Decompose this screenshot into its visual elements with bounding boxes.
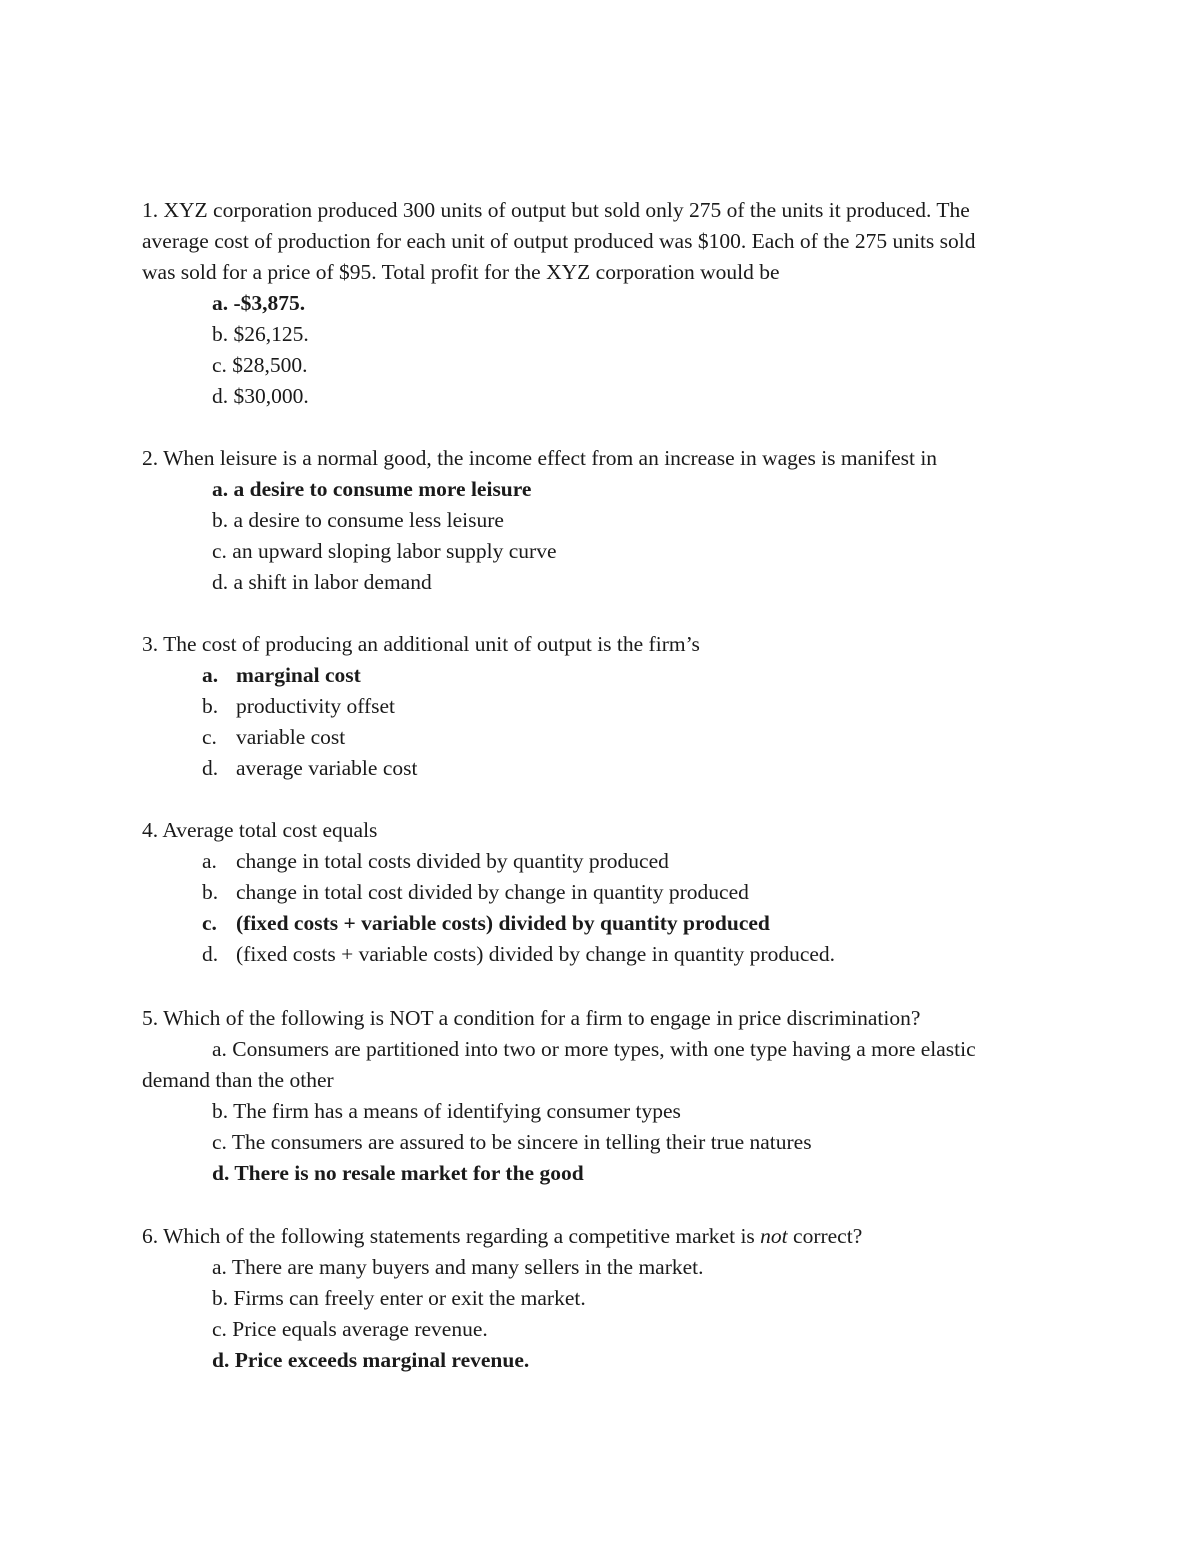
question-4-option-b (202, 880, 749, 904)
question-3-option-b (202, 694, 395, 718)
option-letter: a. (202, 663, 219, 687)
option-letter: d. (202, 942, 219, 966)
option-letter: b. (202, 880, 219, 904)
question-1-option-b: b. $26,125. (212, 322, 309, 346)
option-text: change in total costs divided by quantity produced (236, 849, 669, 873)
question-1-option-a: a. -$3,875. (212, 291, 306, 315)
option-text: (fixed costs + variable costs) divided by change in quantity produced. (236, 942, 836, 966)
question-2-option-a: a. a desire to consume more leisure (212, 477, 532, 501)
question-3-option-d (202, 756, 417, 780)
question-6-stem (142, 1224, 862, 1248)
option-letter: a. (202, 849, 217, 873)
question-1-option-d: d. $30,000. (212, 384, 309, 408)
question-6-stem-after: correct? (787, 1224, 863, 1248)
question-1-stem-line-3: was sold for a price of $95. Total profit for the XYZ corporation would be (142, 260, 780, 284)
question-3-option-c (202, 725, 345, 749)
question-3-option-a (202, 663, 361, 687)
question-2-option-d: d. a shift in labor demand (212, 570, 432, 594)
question-3-stem: 3. The cost of producing an additional unit of output is the firm’s (142, 632, 700, 656)
option-letter: c. (202, 911, 217, 935)
question-6-option-c: c. Price equals average revenue. (212, 1317, 488, 1341)
question-5-option-c: c. The consumers are assured to be sincere in telling their true natures (212, 1130, 812, 1154)
option-text: variable cost (236, 725, 346, 749)
question-5-option-a-continuation: demand than the other (142, 1068, 334, 1092)
question-5-option-a: a. Consumers are partitioned into two or more types, with one type having a more elastic (212, 1037, 976, 1061)
option-text: productivity offset (236, 694, 396, 718)
question-2-option-c: c. an upward sloping labor supply curve (212, 539, 557, 563)
option-text: change in total cost divided by change in quantity produced (236, 880, 749, 904)
option-letter: d. (202, 756, 219, 780)
question-4-option-a (202, 849, 669, 873)
question-6-option-a: a. There are many buyers and many sellers in the market. (212, 1255, 704, 1279)
question-6-option-d: d. Price exceeds marginal revenue. (212, 1348, 530, 1372)
question-4-option-c (202, 911, 770, 935)
question-4-stem: 4. Average total cost equals (142, 818, 378, 842)
option-letter: c. (202, 725, 217, 749)
question-6-stem-before: 6. Which of the following statements regarding a competitive market is (142, 1224, 761, 1248)
option-text: (fixed costs + variable costs) divided by quantity produced (236, 911, 770, 935)
question-6-option-b: b. Firms can freely enter or exit the market. (212, 1286, 586, 1310)
option-text: marginal cost (236, 663, 361, 687)
option-text: average variable cost (236, 756, 418, 780)
question-2-stem: 2. When leisure is a normal good, the income effect from an increase in wages is manifest in (142, 446, 938, 470)
question-6-stem-italic: not (760, 1224, 788, 1248)
question-5-stem: 5. Which of the following is NOT a condition for a firm to engage in price discrimination? (142, 1006, 921, 1030)
question-1-stem-line-1: 1. XYZ corporation produced 300 units of output but sold only 275 of the units it produced. The (142, 198, 970, 222)
question-2-option-b: b. a desire to consume less leisure (212, 508, 504, 532)
question-4-option-d (202, 942, 835, 966)
question-5-option-d: d. There is no resale market for the good (212, 1161, 584, 1185)
option-letter: b. (202, 694, 219, 718)
question-5-option-b: b. The firm has a means of identifying consumer types (212, 1099, 681, 1123)
question-1-stem-line-2: average cost of production for each unit of output produced was $100. Each of the 275 units sold (142, 229, 976, 253)
question-1-option-c: c. $28,500. (212, 353, 308, 377)
